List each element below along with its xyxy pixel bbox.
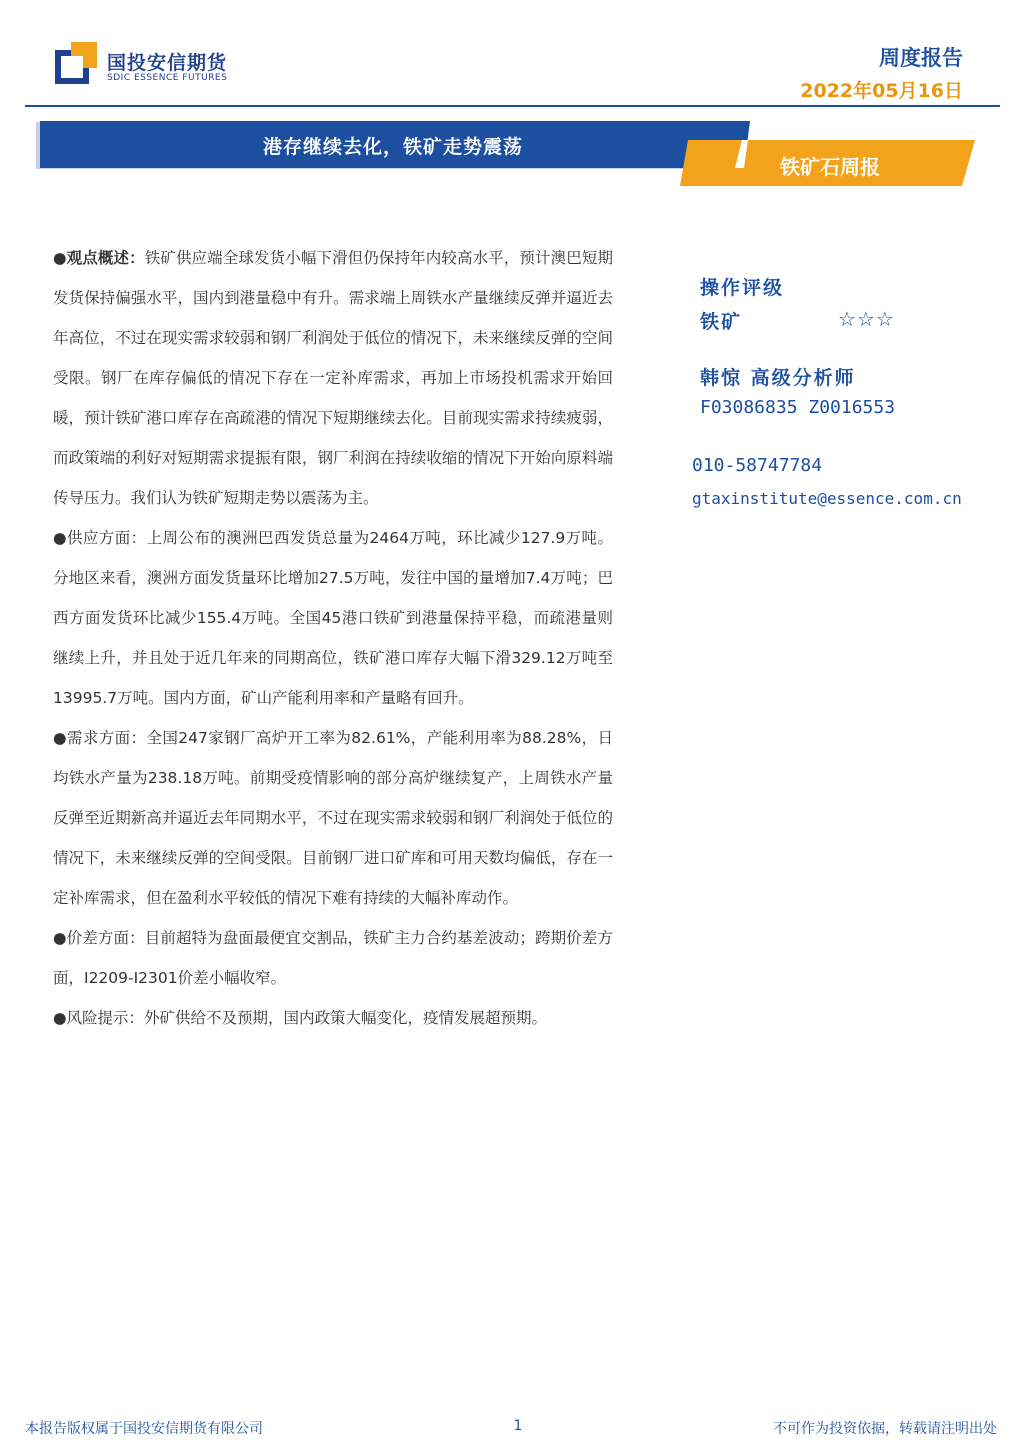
- report-category-tag: 铁矿石周报: [780, 155, 880, 179]
- report-date: 2022年05月16日: [800, 80, 963, 102]
- title-banner: [0, 118, 1025, 193]
- contact-phone: 010-58747784: [692, 455, 823, 476]
- logo-mark-icon: [55, 42, 97, 84]
- section-body: 铁矿供应端全球发货小幅下滑但仍保持年内较高水平，预计澳巴短期发货保持偏强水平，国内到港量稳中有升。需求端上周铁水产量继续反弹并逼近去年高位，不过在现实需求较弱和钢厂利润处于低位的情况下，未来继续反弹的空间受限。钢厂在库存偏低的情况下存在一定补库需求，再加上市场投机需求开始回暖，预计铁矿港口库存在高疏港的情况下短期继续去化。目前现实需求持续疲弱，而政策端的利好对短期需求提振有限，钢厂利润在持续收缩的情况下开始向原料端传导压力。我们认为铁矿短期走势以震荡为主。: [53, 249, 613, 507]
- section-body: 全国247家钢厂高炉开工率为82.61%，产能利用率为88.28%，日均铁水产量为238.18万吨。前期受疫情影响的部分高炉继续复产，上周铁水产量反弹至近期新高并逼近去年同期水平，不过在现实需求较弱和钢厂利润处于低位的情况下，未来继续反弹的空间受限。目前钢厂进口矿库和可用天数均偏低，存在一定补库需求，但在盈利水平较低的情况下难有持续的大幅补库动作。: [53, 729, 613, 907]
- section-demand: [53, 718, 613, 918]
- bullet-icon: ●: [53, 249, 67, 267]
- section-body: 上周公布的澳洲巴西发货总量为2464万吨，环比减少127.9万吨。分地区来看，澳洲方面发货量环比增加27.5万吨，发往中国的量增加7.4万吨；巴西方面发货环比减少155.4万吨。全国45港口铁矿到港量保持平稳，而疏港量则继续上升，并且处于近几年来的同期高位，铁矿港口库存大幅下滑329.12万吨至13995.7万吨。国内方面，矿山产能利用率和产量略有回升。: [53, 529, 613, 707]
- section-heading: 需求方面：: [66, 729, 147, 747]
- section-body: 目前超特为盘面最便宜交割品，铁矿主力合约基差波动；跨期价差方面，I2209-I2301价差小幅收窄。: [53, 929, 613, 987]
- bullet-icon: ●: [53, 529, 67, 547]
- section-risk: [53, 998, 613, 1038]
- section-supply: [53, 518, 613, 718]
- bullet-icon: ●: [53, 929, 67, 947]
- section-spread: [53, 918, 613, 998]
- rating-product: 铁矿: [700, 311, 743, 333]
- rating-stars-icon: ☆☆☆: [838, 307, 895, 331]
- bullet-icon: ●: [53, 1009, 67, 1027]
- header-divider: [25, 105, 1000, 107]
- section-overview: [53, 238, 613, 518]
- logo-name-en: SDIC ESSENCE FUTURES: [107, 73, 228, 83]
- section-heading: 观点概述：: [66, 249, 145, 267]
- section-heading: 价差方面：: [66, 929, 145, 947]
- rating-label: 操作评级: [700, 277, 785, 299]
- sidebar: [692, 273, 1020, 523]
- report-title: 港存继续去化，铁矿走势震荡: [262, 136, 523, 158]
- section-heading: 风险提示：: [66, 1009, 145, 1027]
- page-number: 1: [513, 1418, 523, 1434]
- analyst-license: F03086835 Z0016553: [700, 397, 896, 418]
- footer-notice: 不可作为投资依据，转载请注明出处: [773, 1421, 997, 1437]
- report-type: 周度报告: [879, 46, 963, 70]
- section-body: 外矿供给不及预期，国内政策大幅变化，疫情发展超预期。: [144, 1009, 548, 1027]
- contact-email[interactable]: gtaxinstitute@essence.com.cn: [692, 489, 962, 508]
- section-heading: 供应方面：: [66, 529, 147, 547]
- logo-name-cn: 国投安信期货: [107, 52, 228, 74]
- main-content: [53, 238, 613, 1038]
- footer-copyright: 本报告版权属于国投安信期货有限公司: [25, 1421, 263, 1437]
- bullet-icon: ●: [53, 729, 67, 747]
- analyst-name: 韩惊 高级分析师: [700, 367, 856, 389]
